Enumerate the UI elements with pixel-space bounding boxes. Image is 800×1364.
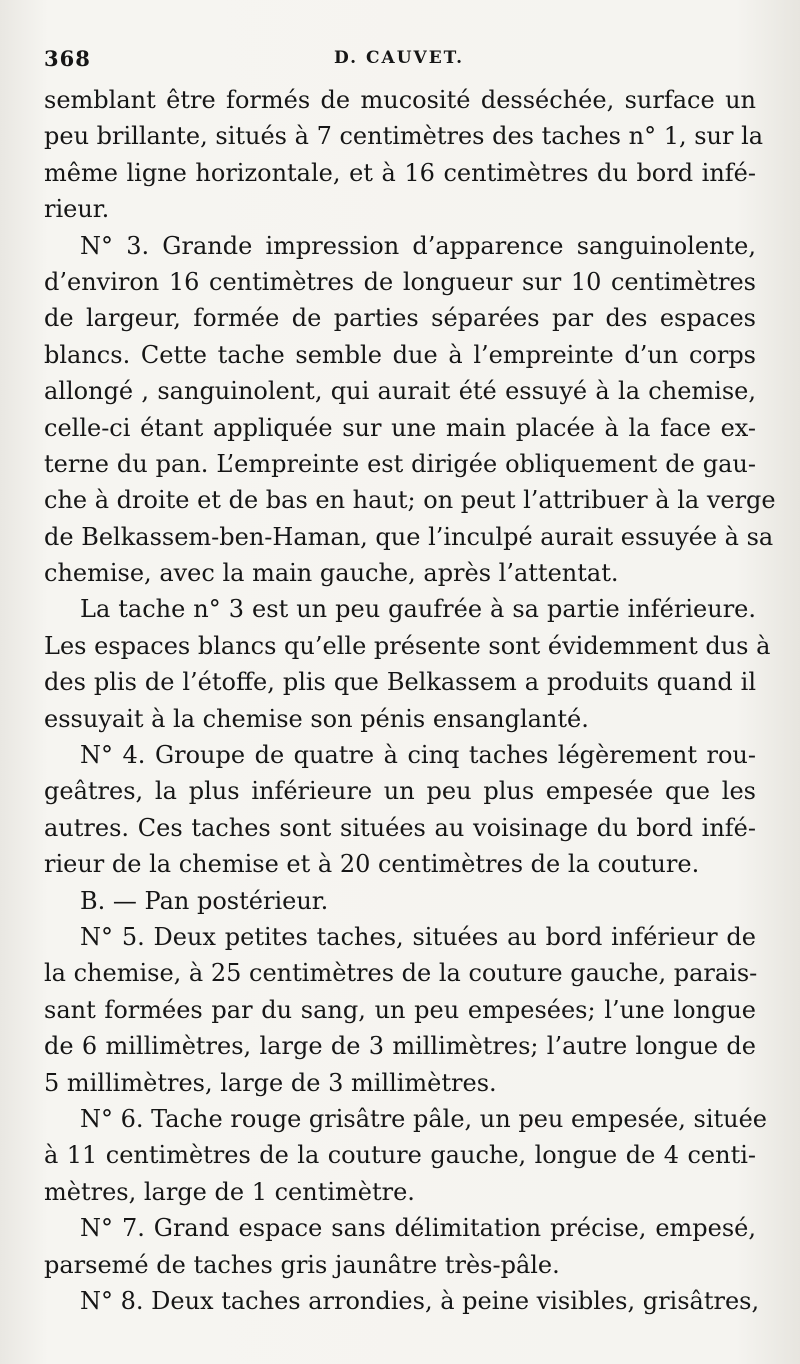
text-line: geâtres, la plus inférieure un peu plus empesée que les [44, 777, 756, 806]
section-heading: B. — Pan postérieur. [80, 886, 329, 915]
text-line: Les espaces blancs qu’elle présente sont évidemment dus à [44, 631, 771, 660]
running-head: D. CAUVET. [334, 48, 465, 68]
page-header [44, 40, 754, 80]
text-line: rieur. [44, 195, 110, 224]
text-line: che à droite et de bas en haut; on peut l’attribuer à la verge [44, 486, 776, 515]
text-line: allongé , sanguinolent, qui aurait été essuyé à la chemise, [44, 377, 756, 406]
paragraph-start-line: N° 5. Deux petites taches, situées au bord inférieur de [80, 922, 756, 951]
text-line: de Belkassem-ben-Haman, que l’inculpé aurait essuyée à sa [44, 522, 774, 551]
text-line: d’environ 16 centimètres de longueur sur 10 centimètres [44, 267, 756, 296]
text-line: rieur de la chemise et à 20 centimètres de la couture. [44, 850, 700, 879]
paragraph-start-line: N° 6. Tache rouge grisâtre pâle, un peu empesée, située [80, 1104, 768, 1133]
text-line: terne du pan. L’empreinte est dirigée obliquement de gau- [44, 449, 756, 478]
text-line: blancs. Cette tache semble due à l’empreinte d’un corps [44, 340, 756, 369]
text-line: semblant être formés de mucosité desséchée, surface un [44, 86, 756, 114]
paragraph-start-line: N° 8. Deux taches arrondies, à peine visibles, grisâtres, [80, 1286, 760, 1315]
text-line: de 6 millimètres, large de 3 millimètres; l’autre longue de [44, 1032, 756, 1061]
text-line: de largeur, formée de parties séparées par des espaces [44, 304, 756, 333]
text-line: des plis de l’étoffe, plis que Belkassem a produits quand il [44, 668, 756, 697]
paragraph-start-line: N° 4. Groupe de quatre à cinq taches légèrement rou- [80, 741, 756, 770]
text-line: sant formées par du sang, un peu empesées; l’une longue [44, 995, 756, 1024]
text-line: parsemé de taches gris jaunâtre très-pâle. [44, 1250, 560, 1279]
text-line: la chemise, à 25 centimètres de la couture gauche, parais- [44, 959, 758, 988]
text-line: chemise, avec la main gauche, après l’attentat. [44, 559, 619, 588]
paragraph-start-line: N° 3. Grande impression d’apparence sanguinolente, [80, 231, 756, 260]
text-line: essuyait à la chemise son pénis ensanglanté. [44, 704, 589, 733]
text-line: 5 millimètres, large de 3 millimètres. [44, 1068, 497, 1097]
body-text [44, 82, 776, 1319]
text-line: même ligne horizontale, et à 16 centimètres du bord infé- [44, 158, 756, 187]
paragraph-start-line: La tache n° 3 est un peu gaufrée à sa partie inférieure. [80, 595, 756, 624]
text-line: mètres, large de 1 centimètre. [44, 1177, 415, 1206]
page-number: 368 [44, 46, 91, 71]
text-line: peu brillante, situés à 7 centimètres des taches n° 1, sur la [44, 122, 764, 151]
text-line: autres. Ces taches sont situées au voisinage du bord infé- [44, 813, 756, 842]
paragraph-start-line: N° 7. Grand espace sans délimitation précise, empesé, [80, 1214, 756, 1243]
text-line: celle-ci étant appliquée sur une main placée à la face ex- [44, 413, 756, 442]
text-line: à 11 centimètres de la couture gauche, longue de 4 centi- [44, 1141, 756, 1170]
